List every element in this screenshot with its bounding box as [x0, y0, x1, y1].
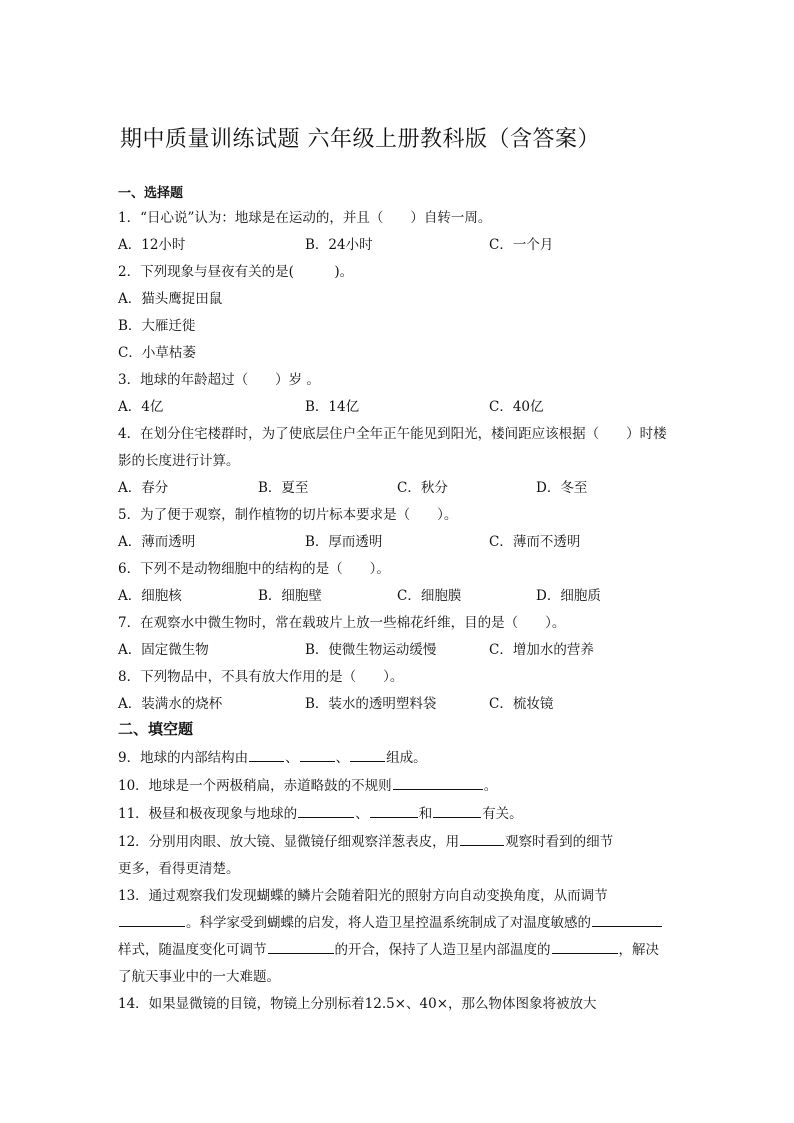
question-2: 2．下列现象与昼夜有关的是( )。	[118, 264, 354, 280]
q13-line-2-text: 。科学家受到蝴蝶的启发，将人造卫星控温系统制成了对温度敏感的	[186, 915, 591, 931]
q5-option-a: A．薄而透明	[118, 534, 196, 550]
q9-sep-1: 、	[285, 750, 299, 766]
q11-blank-2[interactable]	[370, 803, 418, 818]
q11-text-end: 有关。	[482, 806, 523, 822]
q9-blank-1[interactable]	[249, 747, 284, 762]
section-heading-fill: 二、填空题	[118, 720, 194, 738]
question-4-line-1: 4．在划分住宅楼群时，为了使底层住户全年正午能见到阳光，楼间距应该根据（ ）时楼	[118, 426, 667, 442]
q6-option-b: B．细胞壁	[258, 588, 322, 604]
question-4-line-2: 影的长度进行计算。	[118, 453, 240, 469]
q2-option-c: C．小草枯萎	[118, 345, 196, 361]
q8-option-c: C．梳妆镜	[489, 696, 554, 712]
q7-option-c: C．增加水的营养	[489, 642, 594, 658]
q6-option-c: C．细胞膜	[397, 588, 462, 604]
q3-option-a: A．4亿	[118, 399, 164, 415]
q4-option-b: B．夏至	[258, 480, 309, 496]
question-5: 5．为了便于观察，制作植物的切片标本要求是（ ）。	[118, 507, 458, 523]
question-12-line-1	[118, 830, 613, 850]
q4-option-a: A．春分	[118, 480, 169, 496]
question-13-line-4: 了航天事业中的一大难题。	[118, 969, 280, 985]
q10-text-start: 10．地球是一个两极稍扁，赤道略鼓的不规则	[118, 778, 392, 794]
q5-option-c: C．薄而不透明	[489, 534, 581, 550]
q2-option-a: A．猫头鹰捉田鼠	[118, 291, 223, 307]
q11-sep-2: 和	[418, 806, 433, 822]
page-title: 期中质量训练试题 六年级上册教科版（含答案）	[120, 127, 600, 152]
q4-option-d: D．冬至	[536, 480, 588, 496]
q11-blank-1[interactable]	[298, 803, 354, 818]
q1-option-c: C．一个月	[489, 237, 554, 253]
q4-option-c: C．秋分	[397, 480, 448, 496]
question-1: 1．“日心说”认为：地球是在运动的，并且（ ）自转一周。	[118, 210, 492, 226]
q8-option-b: B．装水的透明塑料袋	[305, 696, 437, 712]
q13-blank-1[interactable]	[119, 912, 185, 927]
q3-option-b: B．14亿	[305, 399, 360, 415]
q13-blank-3[interactable]	[268, 939, 334, 954]
q12-text-end: 观察时看到的细节	[505, 834, 614, 850]
q9-text-start: 9．地球的内部结构由	[118, 750, 249, 766]
q6-option-d: D．细胞质	[536, 588, 601, 604]
q1-option-b: B．24小时	[305, 237, 373, 253]
q13-blank-4[interactable]	[552, 939, 618, 954]
question-11	[118, 802, 523, 822]
question-12-line-2: 更多，看得更清楚。	[118, 861, 240, 877]
question-3: 3．地球的年龄超过（ ）岁 。	[118, 372, 320, 388]
question-7: 7．在观察水中微生物时，常在载玻片上放一些棉花纤维，目的是（ ）。	[118, 615, 566, 631]
q1-option-a: A．12小时	[118, 237, 186, 253]
question-8: 8．下列物品中，不具有放大作用的是（ ）。	[118, 669, 404, 685]
q13-blank-2[interactable]	[592, 912, 662, 927]
q9-text-end: 组成。	[386, 750, 427, 766]
q10-text-end: 。	[483, 778, 498, 794]
q7-option-b: B．使微生物运动缓慢	[305, 642, 437, 658]
q13-line-3-text-b: 的开合，保持了人造卫星内部温度的	[334, 942, 551, 958]
question-14: 14．如果显微镜的目镜，物镜上分别标着12.5×、40×，那么物体图象将被放大	[118, 996, 597, 1012]
q5-option-b: B．厚而透明	[305, 534, 383, 550]
section-heading-choice: 一、选择题	[118, 186, 184, 201]
q11-text-start: 11．极昼和极夜现象与地球的	[118, 806, 298, 822]
question-13-line-1: 13．通过观察我们发现蝴蝶的鳞片会随着阳光的照射方向自动变换角度，从而调节	[118, 888, 608, 904]
q13-line-3-text-a: 样式，随温度变化可调节	[118, 942, 267, 958]
q2-option-b: B．大雁迁徙	[118, 318, 196, 334]
q7-option-a: A．固定微生物	[118, 642, 209, 658]
q12-text-start: 12．分别用肉眼、放大镜、显微镜仔细观察洋葱表皮，用	[118, 834, 460, 850]
q9-sep-2: 、	[335, 750, 350, 766]
q13-line-3-text-c: ，解决	[618, 942, 659, 958]
question-9	[118, 746, 427, 766]
q8-option-a: A．装满水的烧杯	[118, 696, 223, 712]
q3-option-c: C．40亿	[489, 399, 544, 415]
question-10	[118, 774, 497, 794]
q10-blank-1[interactable]	[393, 775, 483, 790]
q11-blank-3[interactable]	[433, 803, 481, 818]
q6-option-a: A．细胞核	[118, 588, 182, 604]
question-6: 6．下列不是动物细胞中的结构的是（ ）。	[118, 561, 390, 577]
q9-blank-3[interactable]	[350, 747, 385, 762]
q9-blank-2[interactable]	[300, 747, 335, 762]
question-13-line-2	[118, 911, 663, 931]
q11-sep-1: 、	[355, 806, 369, 822]
question-13-line-3	[118, 938, 659, 958]
q12-blank-1[interactable]	[460, 831, 504, 846]
